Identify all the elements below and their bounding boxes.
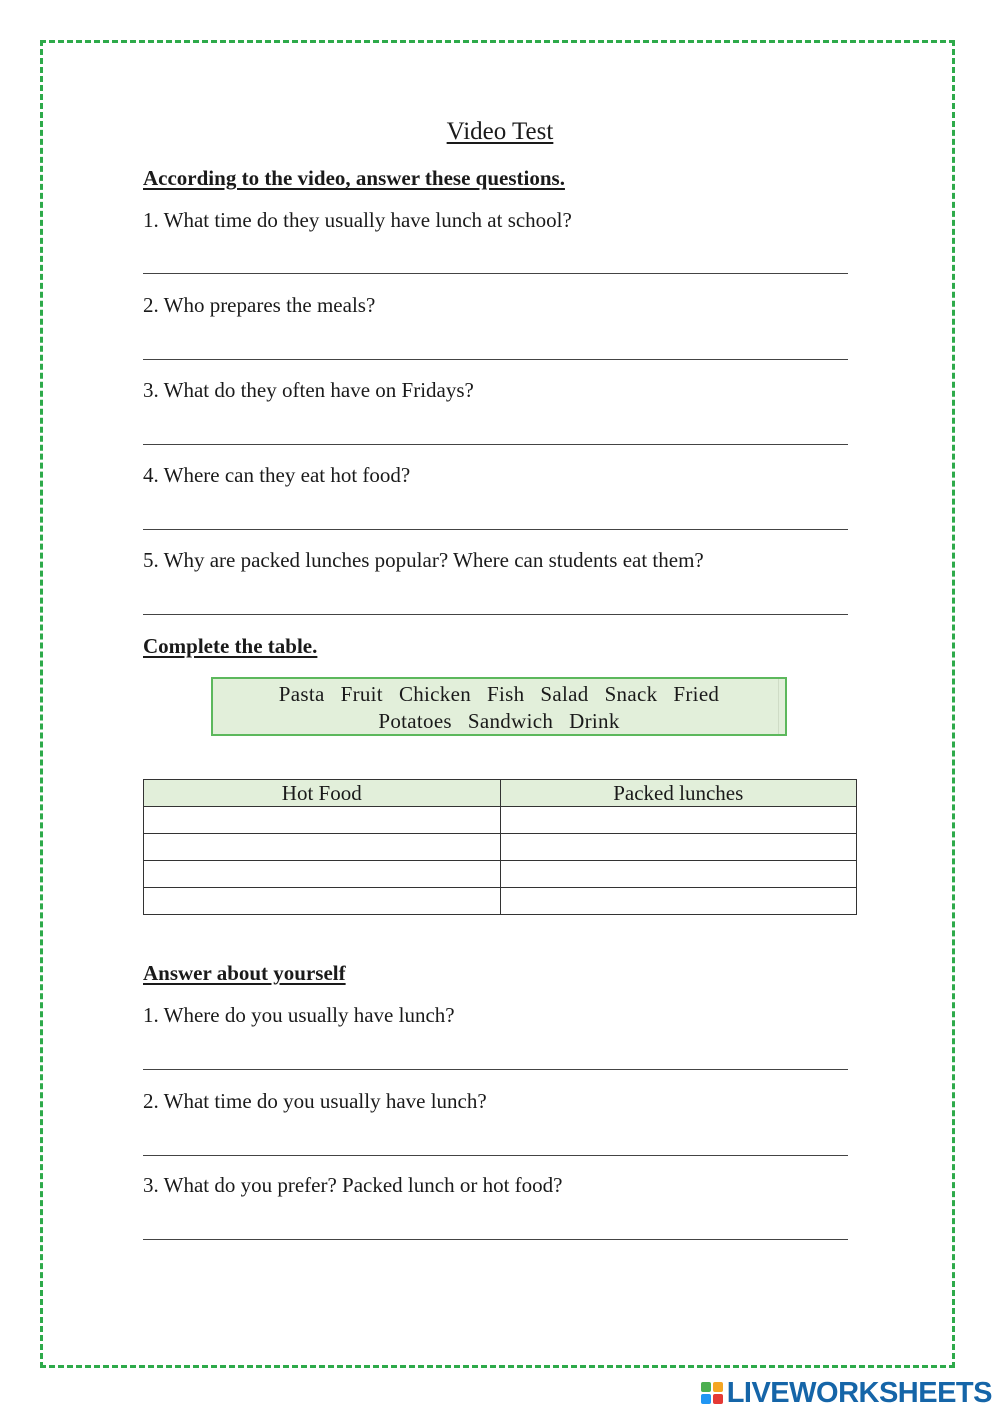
question-5: 5. Why are packed lunches popular? Where can students eat them?: [143, 548, 704, 572]
table-header-row: [144, 780, 857, 807]
hot-food-cell[interactable]: [144, 834, 501, 861]
answer-line-4[interactable]: [143, 529, 848, 530]
word-bank: [211, 677, 787, 736]
table-row: [144, 834, 857, 861]
hot-food-cell[interactable]: [144, 888, 501, 915]
question-4: 4. Where can they eat hot food?: [143, 463, 411, 487]
packed-lunch-cell[interactable]: [500, 807, 857, 834]
logo-text: LIVEWORKSHEETS: [726, 1376, 992, 1409]
personal-answer-line-1[interactable]: [143, 1069, 848, 1070]
word-bank-item: Drink: [569, 709, 620, 733]
question-3: 3. What do they often have on Fridays?: [143, 378, 474, 402]
food-table: [143, 779, 857, 915]
header-hot-food: Hot Food: [144, 780, 501, 807]
section-heading-complete-table: Complete the table.: [143, 634, 318, 658]
personal-answer-line-3[interactable]: [143, 1239, 848, 1240]
word-bank-item: Salad: [540, 682, 589, 706]
word-bank-item: Pasta: [278, 682, 325, 706]
answer-line-2[interactable]: [143, 359, 848, 360]
section-heading-video-questions: According to the video, answer these questions.: [143, 166, 565, 190]
hot-food-cell[interactable]: [144, 861, 501, 888]
table-row: [144, 807, 857, 834]
question-1: 1. What time do they usually have lunch at school?: [143, 208, 572, 232]
logo-square: [713, 1382, 723, 1392]
word-bank-item: Fruit: [340, 682, 383, 706]
table-row: [144, 861, 857, 888]
packed-lunch-cell[interactable]: [500, 888, 857, 915]
personal-question-3: 3. What do you prefer? Packed lunch or hot food?: [143, 1173, 563, 1197]
logo-square: [701, 1394, 711, 1404]
logo-squares-icon: [701, 1382, 723, 1404]
personal-question-1: 1. Where do you usually have lunch?: [143, 1003, 455, 1027]
table-row: [144, 888, 857, 915]
word-bank-item: Potatoes: [378, 709, 452, 733]
packed-lunch-cell[interactable]: [500, 834, 857, 861]
logo-square: [713, 1394, 723, 1404]
word-bank-inner-edge: [778, 679, 779, 734]
logo-square: [701, 1382, 711, 1392]
word-bank-item: Sandwich: [467, 709, 554, 733]
word-bank-line-1: [213, 681, 785, 708]
packed-lunch-cell[interactable]: [500, 861, 857, 888]
page-title: Video Test: [446, 118, 554, 145]
answer-line-5[interactable]: [143, 614, 848, 615]
word-bank-item: Fried: [673, 682, 720, 706]
personal-answer-line-2[interactable]: [143, 1155, 848, 1156]
word-bank-item: Snack: [604, 682, 658, 706]
header-packed-lunches: Packed lunches: [500, 780, 857, 807]
answer-line-1[interactable]: [143, 273, 848, 274]
word-bank-item: Fish: [487, 682, 525, 706]
hot-food-cell[interactable]: [144, 807, 501, 834]
word-bank-item: Chicken: [398, 682, 472, 706]
question-2: 2. Who prepares the meals?: [143, 293, 376, 317]
word-bank-line-2: [213, 708, 785, 735]
section-heading-about-yourself: Answer about yourself: [143, 961, 346, 985]
liveworksheets-logo: [701, 1375, 992, 1411]
personal-question-2: 2. What time do you usually have lunch?: [143, 1089, 487, 1113]
answer-line-3[interactable]: [143, 444, 848, 445]
